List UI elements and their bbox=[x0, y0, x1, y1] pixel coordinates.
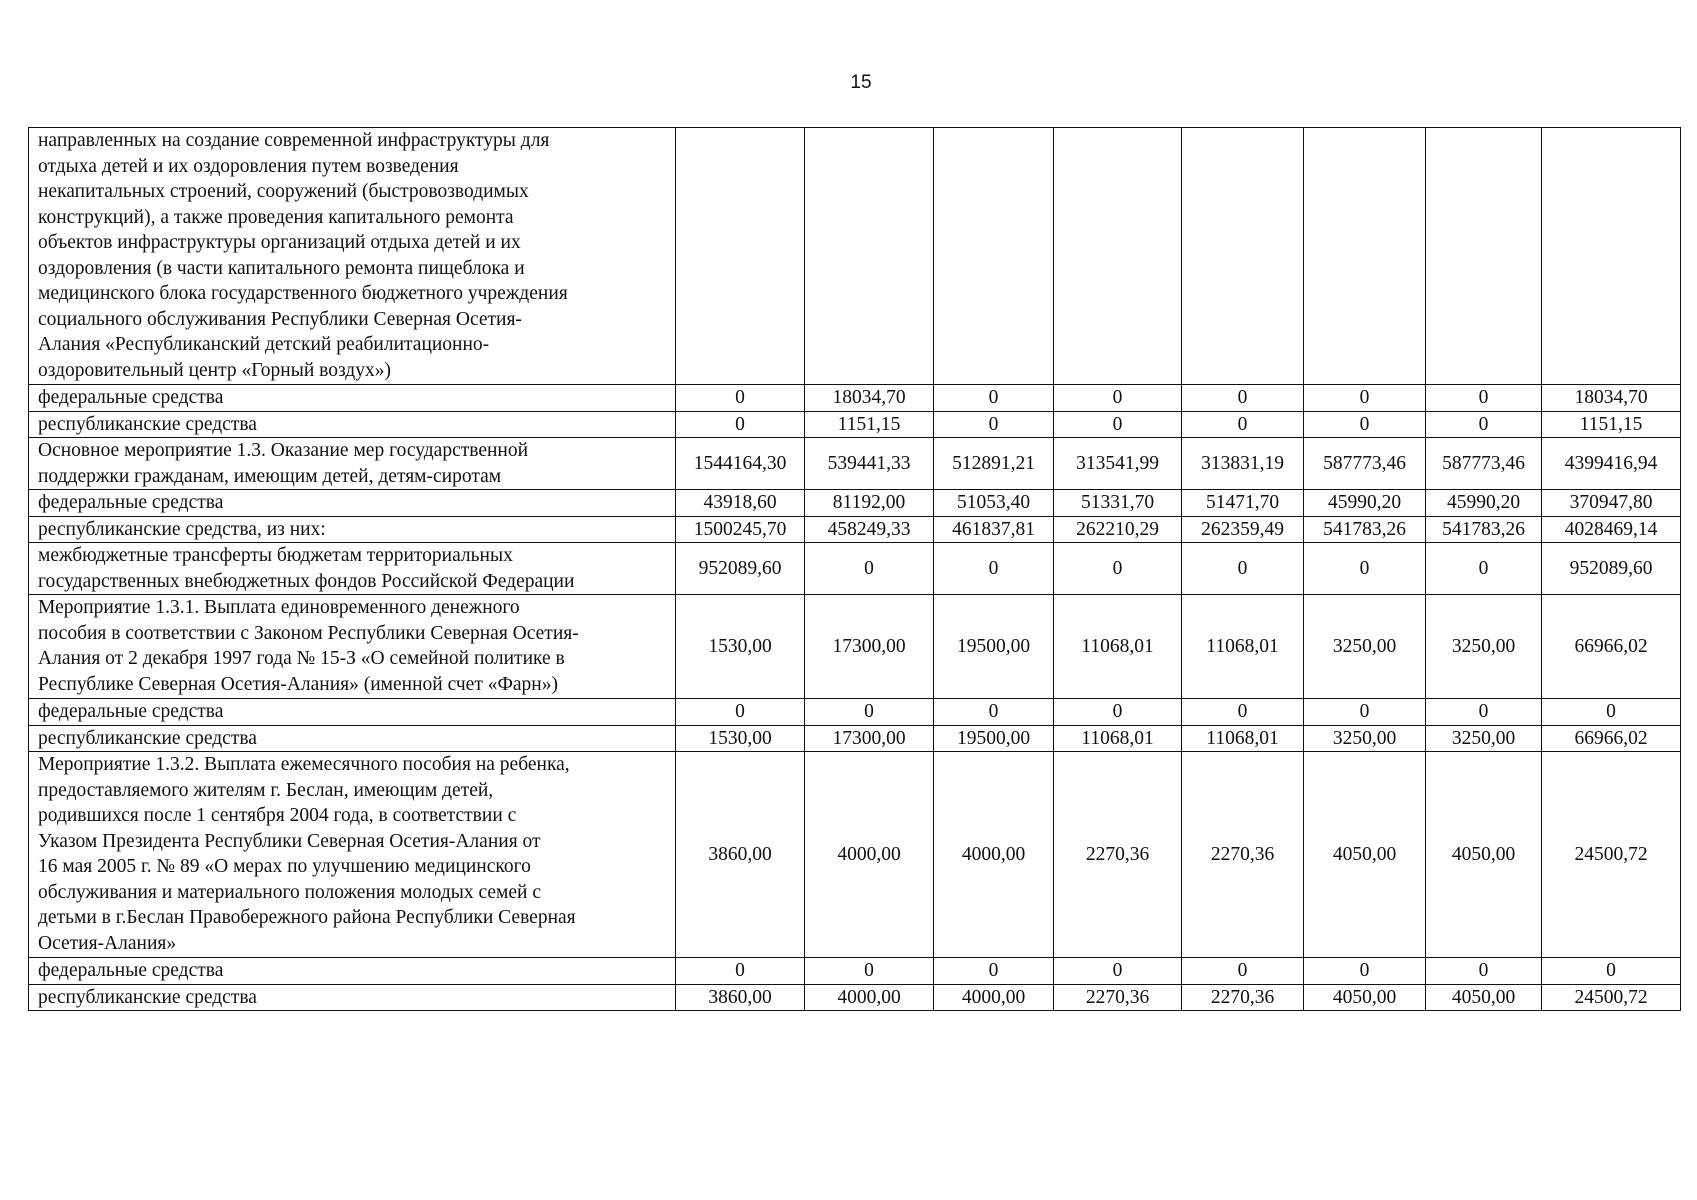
value-cell: 0 bbox=[1542, 958, 1681, 985]
row-description: Основное мероприятие 1.3. Оказание мер государственной поддержки гражданам, имеющим детей, детям-сиротам bbox=[29, 438, 676, 490]
value-cell: 0 bbox=[1182, 411, 1304, 438]
value-cell: 0 bbox=[1304, 958, 1426, 985]
row-description: федеральные средства bbox=[29, 385, 676, 412]
table-row bbox=[29, 516, 1681, 543]
value-cell: 1500245,70 bbox=[676, 516, 805, 543]
value-cell: 262359,49 bbox=[1182, 516, 1304, 543]
value-cell: 1530,00 bbox=[676, 725, 805, 752]
value-cell: 45990,20 bbox=[1304, 490, 1426, 517]
row-description: республиканские средства, из них: bbox=[29, 516, 676, 543]
value-cell: 66966,02 bbox=[1542, 725, 1681, 752]
value-cell: 0 bbox=[805, 958, 934, 985]
row-description: Мероприятие 1.3.2. Выплата ежемесячного пособия на ребенка, предоставляемого жителям г. Беслан, имеющим детей, родившихся после 1 сентября 2004 года, в соответствии с Указом Президента Республики Северная Осетия-Алания от 16 мая 2005 г. № 89 «О мерах по улучшению медицинского обслуживания и материального положения молодых семей с детьми в г.Беслан Правобережного района Республики Северная Осетия-Алания» bbox=[29, 752, 676, 958]
value-cell: 17300,00 bbox=[805, 725, 934, 752]
value-cell: 0 bbox=[1182, 385, 1304, 412]
value-cell: 3860,00 bbox=[676, 984, 805, 1011]
value-cell: 4028469,14 bbox=[1542, 516, 1681, 543]
value-cell: 0 bbox=[805, 543, 934, 595]
value-cell: 262210,29 bbox=[1054, 516, 1182, 543]
value-cell: 0 bbox=[1054, 411, 1182, 438]
value-cell: 0 bbox=[676, 411, 805, 438]
table-row bbox=[29, 958, 1681, 985]
value-cell: 2270,36 bbox=[1182, 984, 1304, 1011]
value-cell: 43918,60 bbox=[676, 490, 805, 517]
value-cell bbox=[934, 128, 1054, 385]
value-cell: 0 bbox=[1054, 385, 1182, 412]
value-cell: 0 bbox=[676, 385, 805, 412]
value-cell: 18034,70 bbox=[1542, 385, 1681, 412]
value-cell: 0 bbox=[1304, 411, 1426, 438]
row-description: республиканские средства bbox=[29, 725, 676, 752]
value-cell: 3860,00 bbox=[676, 752, 805, 958]
value-cell: 3250,00 bbox=[1426, 725, 1542, 752]
value-cell bbox=[1426, 128, 1542, 385]
value-cell: 0 bbox=[1054, 958, 1182, 985]
value-cell: 0 bbox=[1054, 543, 1182, 595]
value-cell: 0 bbox=[1304, 543, 1426, 595]
value-cell: 2270,36 bbox=[1182, 752, 1304, 958]
value-cell: 24500,72 bbox=[1542, 752, 1681, 958]
value-cell: 0 bbox=[934, 385, 1054, 412]
value-cell: 0 bbox=[1426, 958, 1542, 985]
value-cell: 512891,21 bbox=[934, 438, 1054, 490]
value-cell: 0 bbox=[676, 958, 805, 985]
value-cell: 24500,72 bbox=[1542, 984, 1681, 1011]
value-cell: 4000,00 bbox=[934, 984, 1054, 1011]
funding-table bbox=[28, 127, 1681, 1011]
value-cell: 0 bbox=[1182, 958, 1304, 985]
table-row bbox=[29, 725, 1681, 752]
value-cell bbox=[676, 128, 805, 385]
value-cell: 2270,36 bbox=[1054, 752, 1182, 958]
table-row bbox=[29, 128, 1681, 385]
value-cell: 0 bbox=[934, 699, 1054, 726]
value-cell: 11068,01 bbox=[1182, 725, 1304, 752]
table-row bbox=[29, 490, 1681, 517]
value-cell: 539441,33 bbox=[805, 438, 934, 490]
row-description: республиканские средства bbox=[29, 984, 676, 1011]
value-cell: 0 bbox=[934, 958, 1054, 985]
value-cell: 0 bbox=[1182, 543, 1304, 595]
value-cell: 370947,80 bbox=[1542, 490, 1681, 517]
value-cell: 0 bbox=[1426, 385, 1542, 412]
row-description: федеральные средства bbox=[29, 958, 676, 985]
table-row bbox=[29, 438, 1681, 490]
value-cell: 4050,00 bbox=[1426, 984, 1542, 1011]
row-description: направленных на создание современной инфраструктуры для отдыха детей и их оздоровления путем возведения некапитальных строений, сооружений (быстровозводимых конструкций), а также проведения капитального ремонта объектов инфраструктуры организаций отдыха детей и их оздоровления (в части капитального ремонта пищеблока и медицинского блока государственного бюджетного учреждения социального обслуживания Республики Северная Осетия- Алания «Республиканский детский реабилитационно- оздоровительный центр «Горный воздух») bbox=[29, 128, 676, 385]
table-row bbox=[29, 984, 1681, 1011]
value-cell: 4000,00 bbox=[805, 752, 934, 958]
value-cell: 461837,81 bbox=[934, 516, 1054, 543]
value-cell: 4399416,94 bbox=[1542, 438, 1681, 490]
value-cell: 45990,20 bbox=[1426, 490, 1542, 517]
value-cell: 17300,00 bbox=[805, 595, 934, 699]
value-cell bbox=[805, 128, 934, 385]
value-cell: 19500,00 bbox=[934, 725, 1054, 752]
table-row bbox=[29, 752, 1681, 958]
value-cell: 1530,00 bbox=[676, 595, 805, 699]
value-cell: 458249,33 bbox=[805, 516, 934, 543]
table-body bbox=[29, 128, 1681, 1011]
value-cell: 51053,40 bbox=[934, 490, 1054, 517]
value-cell: 1544164,30 bbox=[676, 438, 805, 490]
row-description: республиканские средства bbox=[29, 411, 676, 438]
value-cell bbox=[1304, 128, 1426, 385]
value-cell: 4050,00 bbox=[1426, 752, 1542, 958]
table-row bbox=[29, 699, 1681, 726]
table-row bbox=[29, 595, 1681, 699]
value-cell: 11068,01 bbox=[1182, 595, 1304, 699]
value-cell: 51331,70 bbox=[1054, 490, 1182, 517]
value-cell: 541783,26 bbox=[1426, 516, 1542, 543]
value-cell: 11068,01 bbox=[1054, 595, 1182, 699]
value-cell bbox=[1054, 128, 1182, 385]
value-cell: 51471,70 bbox=[1182, 490, 1304, 517]
value-cell bbox=[1182, 128, 1304, 385]
value-cell: 0 bbox=[1426, 543, 1542, 595]
page-number: 15 bbox=[850, 72, 872, 93]
row-description: федеральные средства bbox=[29, 490, 676, 517]
value-cell: 0 bbox=[934, 411, 1054, 438]
value-cell bbox=[1542, 128, 1681, 385]
value-cell: 0 bbox=[1304, 385, 1426, 412]
value-cell: 0 bbox=[934, 543, 1054, 595]
value-cell: 0 bbox=[1182, 699, 1304, 726]
value-cell: 587773,46 bbox=[1426, 438, 1542, 490]
value-cell: 0 bbox=[676, 699, 805, 726]
value-cell: 66966,02 bbox=[1542, 595, 1681, 699]
value-cell: 0 bbox=[1542, 699, 1681, 726]
value-cell: 0 bbox=[1304, 699, 1426, 726]
value-cell: 2270,36 bbox=[1054, 984, 1182, 1011]
value-cell: 1151,15 bbox=[805, 411, 934, 438]
value-cell: 4050,00 bbox=[1304, 984, 1426, 1011]
row-description: межбюджетные трансферты бюджетам территориальных государственных внебюджетных фондов Российской Федерации bbox=[29, 543, 676, 595]
value-cell: 952089,60 bbox=[1542, 543, 1681, 595]
value-cell: 4000,00 bbox=[934, 752, 1054, 958]
value-cell: 4050,00 bbox=[1304, 752, 1426, 958]
value-cell: 0 bbox=[805, 699, 934, 726]
row-description: федеральные средства bbox=[29, 699, 676, 726]
value-cell: 313831,19 bbox=[1182, 438, 1304, 490]
value-cell: 587773,46 bbox=[1304, 438, 1426, 490]
value-cell: 19500,00 bbox=[934, 595, 1054, 699]
value-cell: 541783,26 bbox=[1304, 516, 1426, 543]
table-row bbox=[29, 543, 1681, 595]
table-row bbox=[29, 385, 1681, 412]
value-cell: 18034,70 bbox=[805, 385, 934, 412]
value-cell: 11068,01 bbox=[1054, 725, 1182, 752]
value-cell: 1151,15 bbox=[1542, 411, 1681, 438]
value-cell: 952089,60 bbox=[676, 543, 805, 595]
value-cell: 3250,00 bbox=[1426, 595, 1542, 699]
value-cell: 4000,00 bbox=[805, 984, 934, 1011]
row-description: Мероприятие 1.3.1. Выплата единовременного денежного пособия в соответствии с Законом Республики Северная Осетия- Алания от 2 декабря 1997 года № 15-З «О семейной политике в Республике Северная Осетия-Алания» (именной счет «Фарн») bbox=[29, 595, 676, 699]
value-cell: 3250,00 bbox=[1304, 725, 1426, 752]
value-cell: 0 bbox=[1426, 411, 1542, 438]
value-cell: 313541,99 bbox=[1054, 438, 1182, 490]
value-cell: 81192,00 bbox=[805, 490, 934, 517]
value-cell: 0 bbox=[1426, 699, 1542, 726]
value-cell: 0 bbox=[1054, 699, 1182, 726]
value-cell: 3250,00 bbox=[1304, 595, 1426, 699]
table-row bbox=[29, 411, 1681, 438]
